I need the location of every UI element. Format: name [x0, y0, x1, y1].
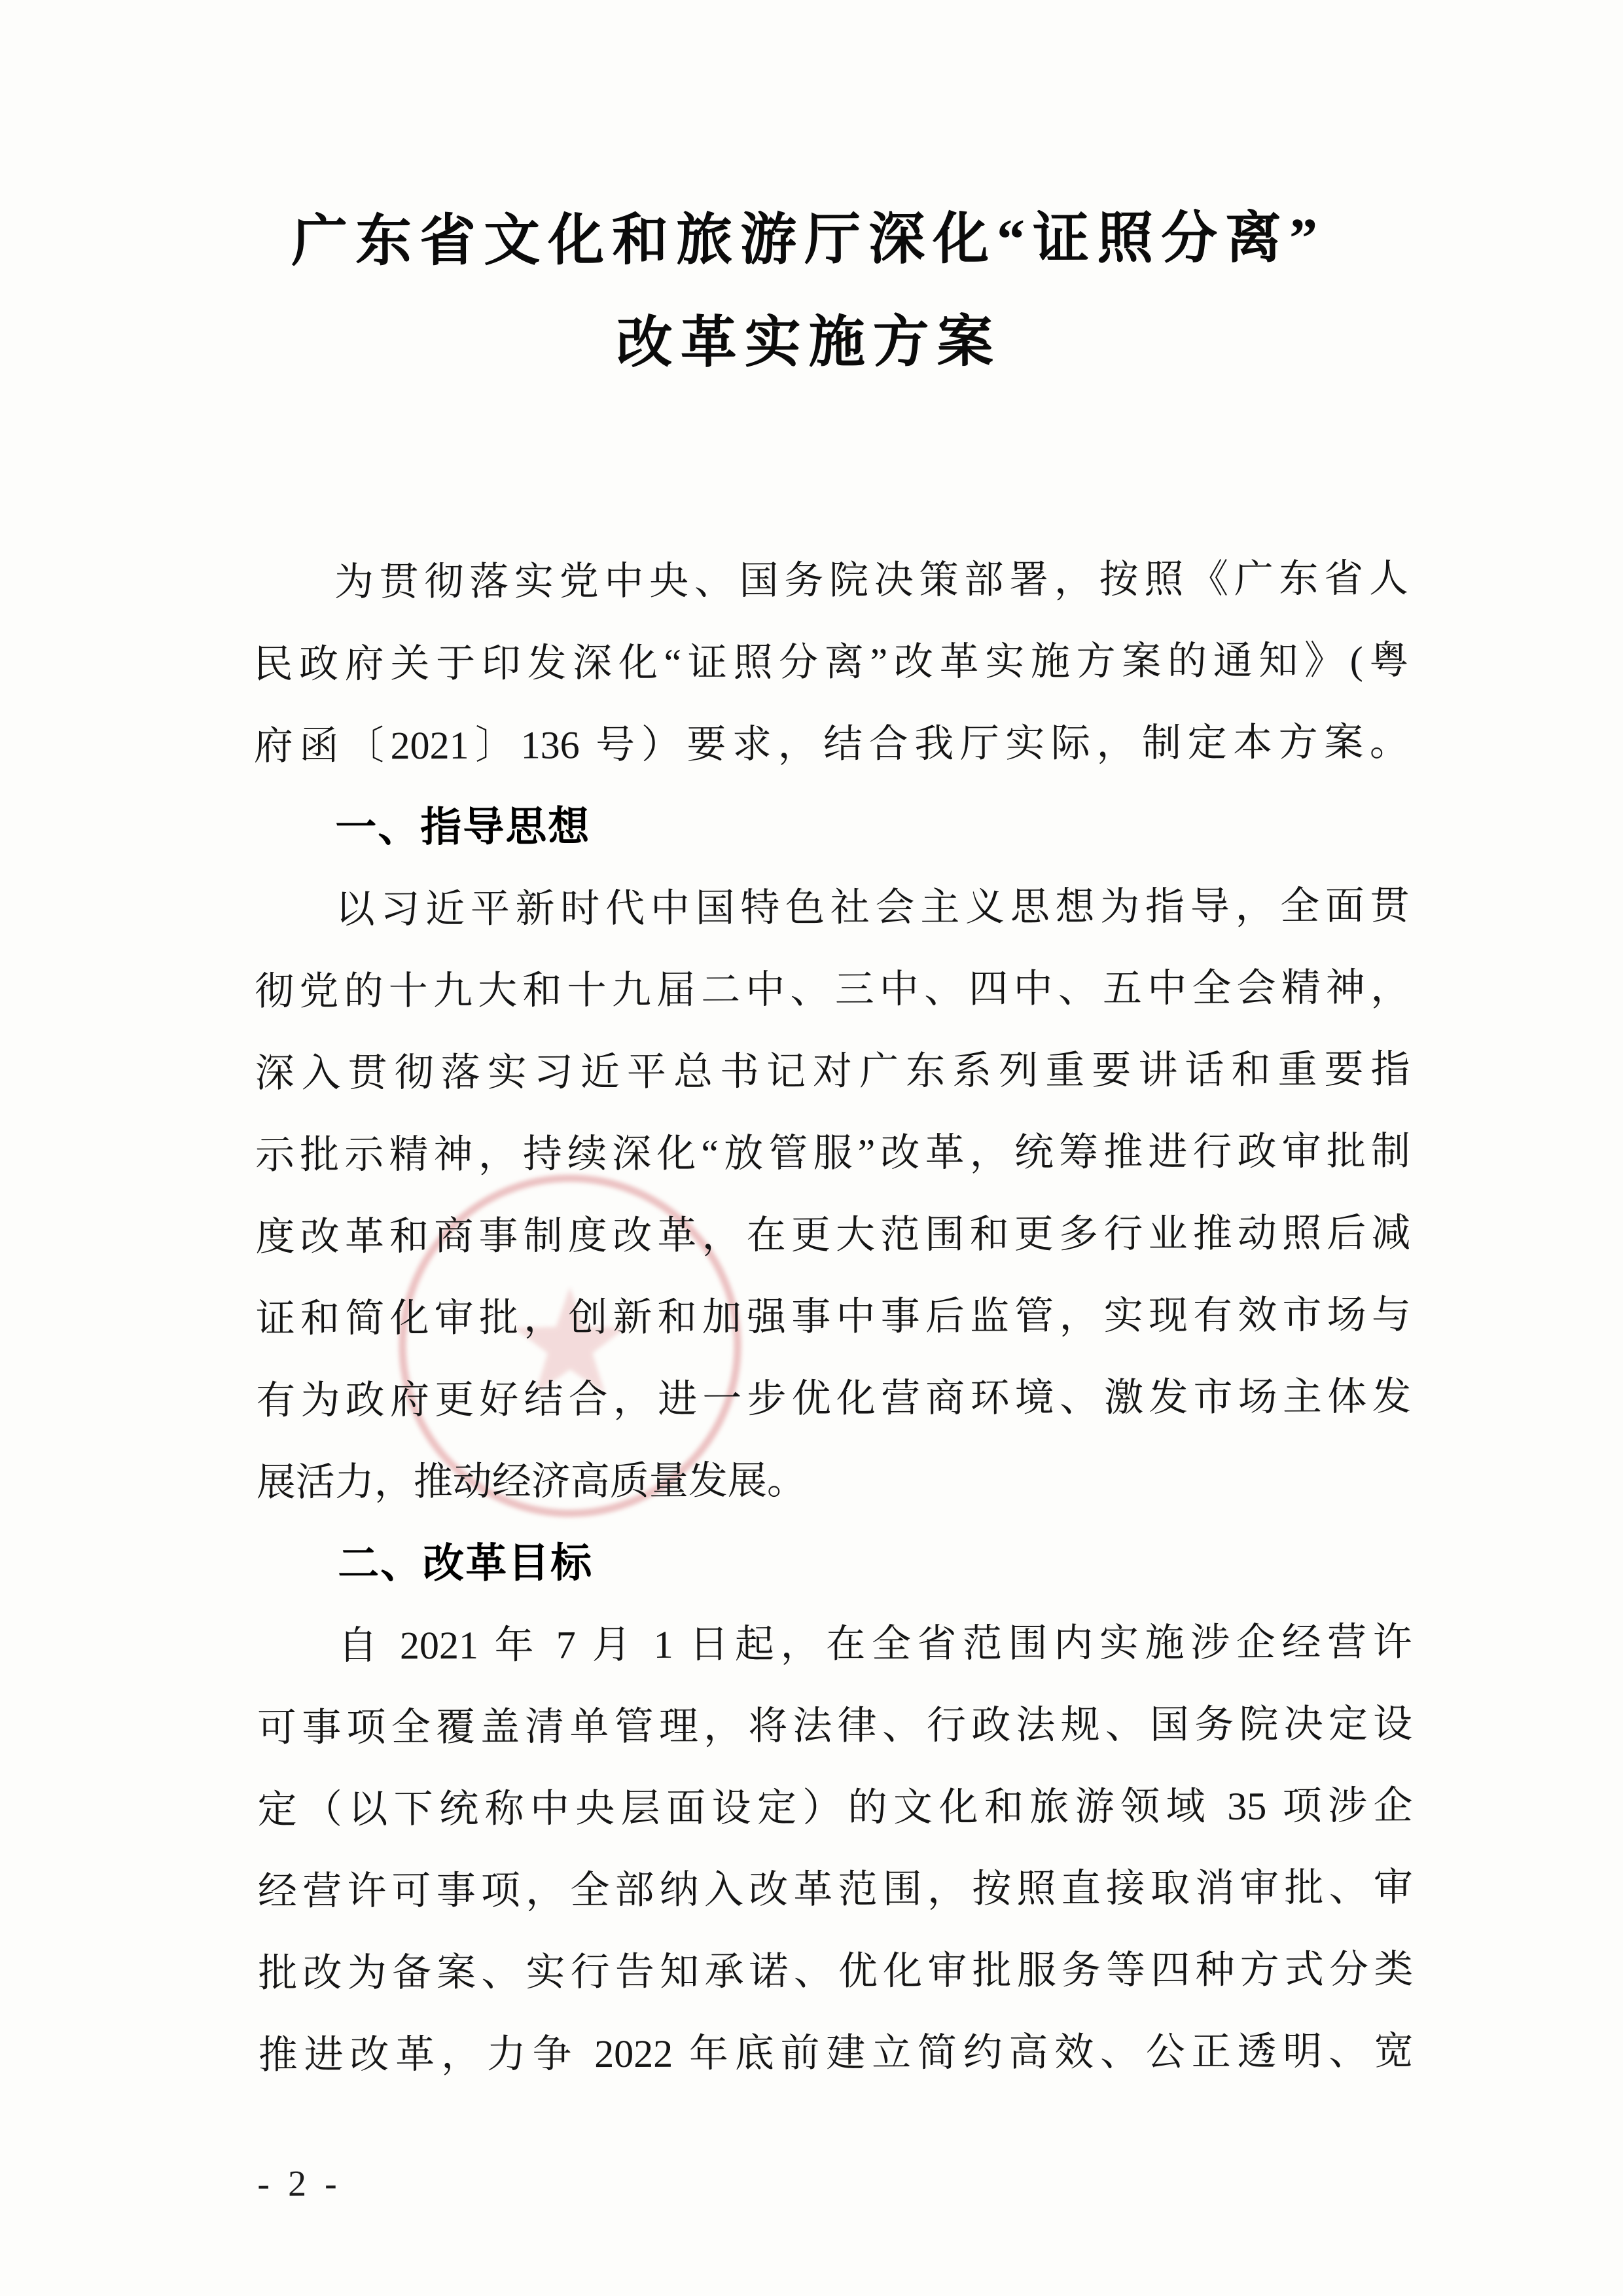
- paragraph-3-line: 定（以下统称中央层面设定）的文化和旅游领域 35 项涉企: [257, 1784, 1413, 1831]
- paragraph-3-line: 经营许可事项，全部纳入改革范围，按照直接取消审批、审: [257, 1865, 1414, 1913]
- paragraph-3-line: 自 2021 年 7 月 1 日起，在全省范围内实施涉企经营许: [338, 1620, 1412, 1668]
- paragraph-2-line: 以习近平新时代中国特色社会主义思想为指导，全面贯: [335, 884, 1410, 931]
- paragraph-2-line: 示批示精神，持续深化“放管服”改革，统筹推进行政审批制: [255, 1129, 1411, 1177]
- document-title-line-1: 广东省文化和旅游厅深化“证照分离”: [291, 206, 1326, 273]
- paragraph-2-line: 彻党的十九大和十九届二中、三中、四中、五中全会精神，: [255, 965, 1410, 1013]
- paragraph-2-line: 展活力，推动经济高质量发展。: [256, 1459, 806, 1504]
- page-number: - 2 -: [257, 2163, 342, 2204]
- paragraph-2-line: 深入贯彻落实习近平总书记对广东系列重要讲话和重要指: [255, 1047, 1410, 1095]
- paragraph-1-line: 民政府关于印发深化“证照分离”改革实施方案的通知》(粤: [253, 638, 1409, 686]
- paragraph-2-line: 证和简化审批，创新和加强事中事后监管，实现有效市场与: [255, 1293, 1412, 1340]
- paragraph-3-line: 推进改革，力争 2022 年底前建立简约高效、公正透明、宽: [258, 2029, 1414, 2077]
- paragraph-3-line: 批改为备案、实行告知承诺、优化审批服务等四种方式分类: [258, 1947, 1414, 1995]
- section-heading-1: 一、指导思想: [335, 804, 591, 851]
- paragraph-1-line: 为贯彻落实党中央、国务院决策部署，按照《广东省人: [334, 556, 1409, 604]
- paragraph-2-line: 有为政府更好结合，进一步优化营商环境、激发市场主体发: [256, 1374, 1412, 1422]
- document-title-line-2: 改革实施方案: [616, 310, 1001, 375]
- document-body: [253, 538, 1414, 2096]
- document-title: [0, 186, 1620, 397]
- paragraph-1-line: 府函〔2021〕136 号）要求，结合我厅实际，制定本方案。: [253, 720, 1409, 768]
- paragraph-2-line: 度改革和商事制度改革，在更大范围和更多行业推动照后减: [255, 1211, 1411, 1259]
- section-heading-2: 二、改革目标: [338, 1540, 594, 1587]
- paragraph-3-line: 可事项全覆盖清单管理，将法律、行政法规、国务院决定设: [257, 1702, 1413, 1749]
